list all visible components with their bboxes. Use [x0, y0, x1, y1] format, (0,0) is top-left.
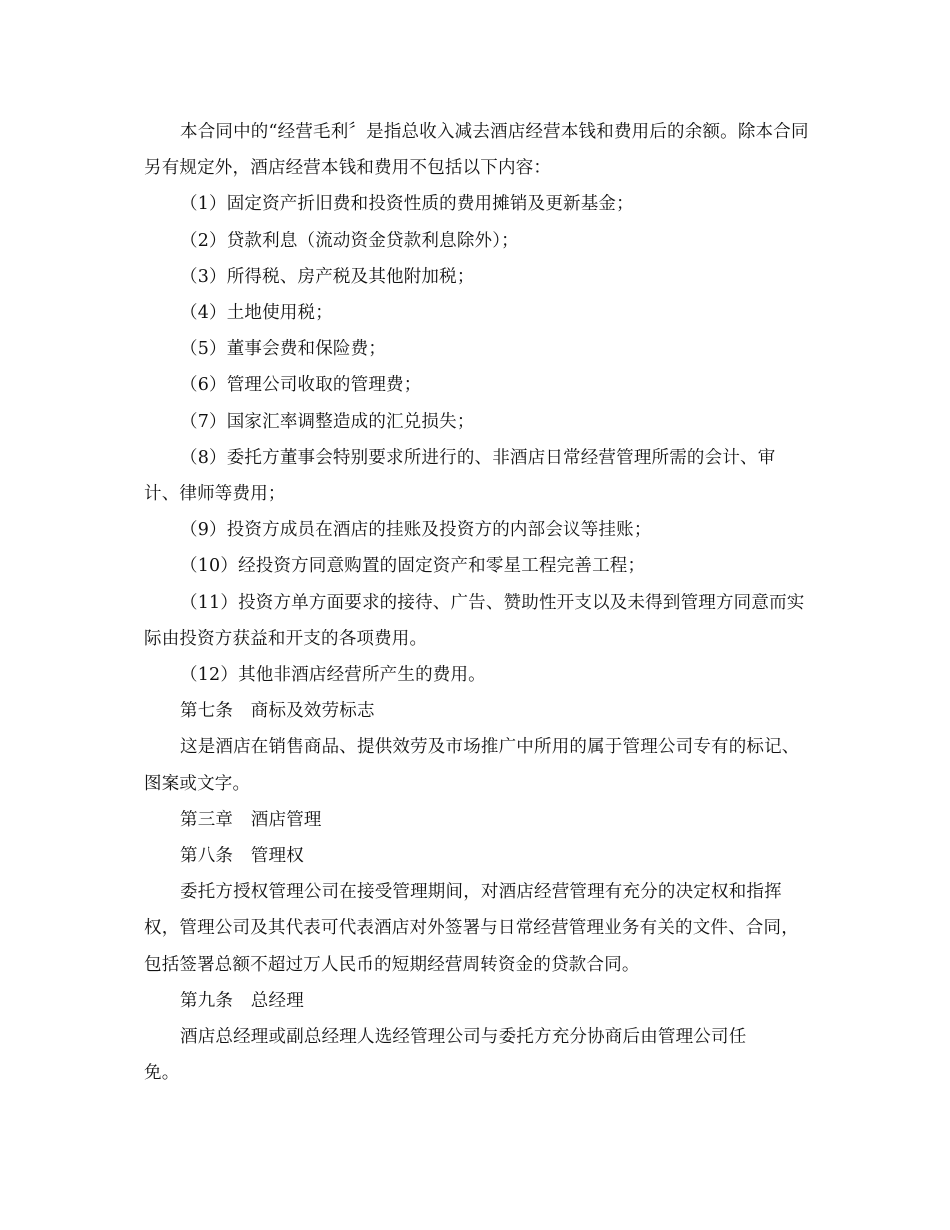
- list-item-1: （1）固定资产折旧费和投资性质的费用摊销及更新基金；: [180, 194, 634, 215]
- article-8-heading: 第八条 管理权: [180, 846, 304, 867]
- document-body: [144, 114, 810, 1091]
- list-item-8: （8）委托方董事会特别要求所进行的、非酒店日常经营管理所需的会计、审计、律师等费用；: [144, 447, 776, 505]
- article-9-heading: 第九条 总经理: [180, 990, 304, 1011]
- article-7-heading: 第七条 商标及效劳标志: [180, 701, 375, 722]
- list-item-12: （12）其他非酒店经营所产生的费用。: [180, 665, 486, 686]
- list-item-2: （2）贷款利息（流动资金贷款利息除外）；: [180, 230, 519, 251]
- list-item-4: （4）土地使用税；: [180, 303, 333, 324]
- paragraph-gross-profit-definition: 本合同中的“经营毛利〞是指总收入减去酒店经营本钱和费用后的余额。除本合同另有规定外，酒店经营本钱和费用不包括以下内容：: [144, 122, 809, 179]
- chapter-3-heading: 第三章 酒店管理: [180, 809, 322, 830]
- list-item-5: （5）董事会费和保险费；: [180, 339, 387, 360]
- list-item-7: （7）国家汇率调整造成的汇兑损失；: [180, 411, 475, 432]
- article-7-body: 这是酒店在销售商品、提供效劳及市场推广中所用的属于管理公司专有的标记、图案或文字。: [144, 737, 800, 794]
- list-item-6: （6）管理公司收取的管理费；: [180, 375, 422, 396]
- list-item-9: （9）投资方成员在酒店的挂账及投资方的内部会议等挂账；: [180, 520, 652, 541]
- article-9-body: 酒店总经理或副总经理人选经管理公司与委托方充分协商后由管理公司任免。: [144, 1027, 747, 1084]
- list-item-3: （3）所得税、房产税及其他附加税；: [180, 266, 475, 287]
- list-item-10: （10）经投资方同意购置的固定资产和零星工程完善工程；: [180, 556, 646, 577]
- article-8-body: 委托方授权管理公司在接受管理期间，对酒店经营管理有充分的决定权和指挥权，管理公司及其代表可代表酒店对外签署与日常经营管理业务有关的文件、合同，包括签署总额不超过万人民币的短期经营周转资金的贷款合同。: [144, 882, 799, 975]
- list-item-11: （11）投资方单方面要求的接待、广告、赞助性开支以及未得到管理方同意而实际由投资方获益和开支的各项费用。: [144, 592, 805, 649]
